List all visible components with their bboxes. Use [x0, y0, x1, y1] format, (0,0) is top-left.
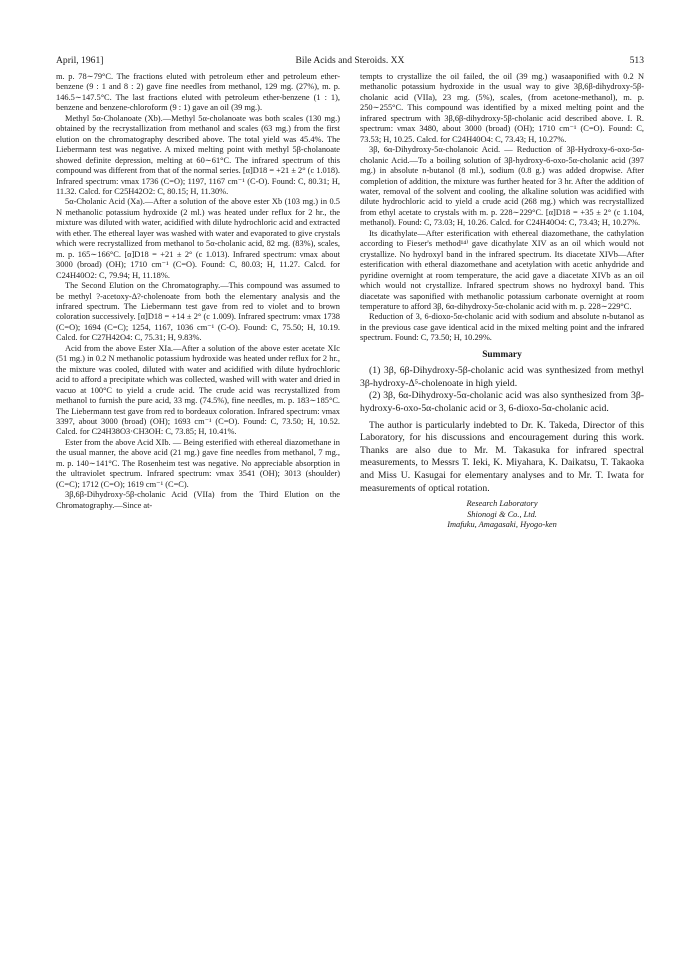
dicathylate-paragraph: Its dicathylate—After esterification with ethereal diazomethane, the cathylation according to Fieser's method¹⁴⁾ gave dicathylate XIV as an oil which would not crystallize. No hydroxyl band in the infrared spectrum. Its diacetate XIVb—After esterification with etheral diazomethane and acetylation with acetic anhydride and pyridine overnight at room temperature, the acid gave a diacetate XIVb as an oil which would not crystallize. Infrared spectrum shows no hydroxyl band. This diacetate was saponified with methanolic potassium carbonate overnight at room temperature to afford 3β, 6α-dihydroxy-5α-cholanic acid with m. p. 228∼229°C.: [360, 228, 644, 311]
acknowledgment: The author is particularly indebted to Dr. K. Takeda, Director of this Laboratory, for his discussions and encouragement during this work. Thanks are also due to Mr. M. Takasuka for infrared spectral measurements, to Messrs T. Ieki, K. Miyahara, K. Daikatsu, T. Takaoka and Miss U. Kasugai for elementary analyses and to Mr. T. Iwata for measurements of optical rotation.: [360, 419, 644, 494]
cholanic-acid-paragraph: 5α-Cholanic Acid (Xa).—After a solution of the above ester Xb (103 mg.) in 0.5 N methanolic potassium hydroxide (2 ml.) was heated under reflux for 2 hr., the mixture was diluted with water, acidified with dilute hydrochloric acid and extracted with ether. The ethereal layer was washed with water and evaporated to give crystals which were recrystallized from methanol to 5α-cholanic acid, 82 mg. (83%), scales, m. p. 165∼166°C. [α]D18 = +21 ± 2° (c 1.013). Infrared spectrum: νmax about 3000 (broad) (OH); 1710 cm⁻¹ (C=O). Found: C, 80.03; H, 11.27. Calcd. for C24H40O2: C, 79.94; H, 11.18%.: [56, 197, 340, 280]
acid-from-ester-paragraph: Acid from the above Ester XIa.—After a solution of the above ester acetate XIc (51 mg.) in 0.2 N methanolic potassium hydroxide was heated under reflux for 2 hr., the mixture was cooled, diluted with water and acidified with dilute hydrochloric acid to afford a precipitate which was collected, washed will with water and dried in vacuo at 100°C to yield a crude acid. The crude acid was recrystallized from methanol to furnish the pure acid, 33 mg. (74.5%), fine needles, m. p. 183∼185°C. The Liebermann test gave from red to bordeaux coloration. Infrared spectrum: νmax 3397, about 3000 (broad) (OH); 1693 cm⁻¹ (C=O). Found: C, 73.50; H, 10.52. Calcd. for C24H38O3·CH3OH: C, 73.85; H, 10.41%.: [56, 343, 340, 437]
right-continuation: tempts to crystallize the oil failed, the oil (39 mg.) wasaaponified with 0.2 N methanolic potassium hydroxide in the usual way to give 3β,6β-dihydroxy-5β-cholanic acid (VIIa), 23 mg. (5%), scales, (from acetone-methanol), m. p. 250∼255°C. This compound was identified by a mixed melting point and the infrared spectrum with 3β,6β-dihydroxy-5β-cholanic acid described above. I. R. spectrum: νmax 3480, about 3000 (broad) (OH); 1710 cm⁻¹ (C=O). Found: C, 73.53; H, 10.25. Calcd. for C24H40O4: C, 73.43; H, 10.27%.: [360, 72, 644, 144]
dihydroxy-cholanic-intro: 3β,6β-Dihydroxy-5β-cholanic Acid (VIIa) from the Third Elution on the Chromatography.—Since at-: [56, 490, 340, 510]
summary-heading: Summary: [482, 349, 522, 360]
reduction-paragraph: Reduction of 3, 6-dioxo-5α-cholanic acid with sodium and absolute n-butanol as in the previous case gave identical acid in the mixed melting point and the infrared spectrum. Found: C, 73.50; H, 10.29%.: [360, 312, 644, 343]
page-number: 513: [629, 55, 644, 66]
summary-item-2: (2) 3β, 6α-Dihydroxy-5α-cholanic acid was also synthesized from 3β-hydroxy-6-oxo-5α-cholanic acid or 3, 6-dioxo-5α-cholanic acid.: [360, 390, 644, 415]
affiliation-company: Shionogi & Co., Ltd.: [467, 509, 537, 519]
dihydroxy-5alpha-paragraph: 3β, 6α-Dihydroxy-5α-cholanoic Acid. — Reduction of 3β-Hydroxy-6-oxo-5α-cholanic Acid.—To a boiling solution of 3β-hydroxy-6-oxo-5α-cholanic acid (397 mg.) in absolute n-butanol (8 ml.), sodium (0.8 g.) was added dropwise. After completion of addition, the mixture was further heated for 3 hr. After the addition of water, removal of the solvent and cooling, the alkaline solution was acidified with dilute hydrochloric acid to yield a crude acid (268 mg.) which was recrystallized from ethyl acetate to crystals with m. p. 228∼229°C. [α]D18 = +35 ± 2° (c 1.104, methanol). Found: C, 73.03; H, 10.26. Calcd. for C24H40O4: C, 73.43; H, 10.27%.: [360, 145, 644, 228]
right-column: [360, 72, 644, 531]
left-column: [56, 72, 340, 511]
running-title: Bile Acids and Steroids. XX: [295, 55, 405, 66]
affiliation-lab: Research Laboratory: [466, 499, 538, 509]
summary-item-1: (1) 3β, 6β-Dihydroxy-5β-cholanic acid was synthesized from methyl 3β-hydroxy-Δ⁵-cholenoate in high yield.: [360, 365, 644, 389]
issue-date: April, 1961]: [56, 55, 104, 66]
methyl-cholanoate-paragraph: Methyl 5α-Cholanoate (Xb).—Methyl 5α-cholanoate was both scales (130 mg.) obtained by the recrystallization from methanol and scales (63 mg.) from the first elution on the chromatography described above. The total yield was 45.4%. The Liebermann test was negative. A mixed melting point with methyl 5β-cholanoate showed definite depression, melting at 60∼61°C. The infrared spectrum of this compound was different from that of the normal series. [α]D18 = +21 ± 2° (c 1.018). Infrared spectrum: νmax 1736 (C=O); 1197, 1167 cm⁻¹ (C-O). Found: C, 80.31; H, 11.32. Calcd. for C25H42O2: C, 80.15; H, 11.30%.: [56, 113, 340, 196]
left-continuation: m. p. 78∼79°C. The fractions eluted with petroleum ether and petroleum ether-benzene (9 : 1 and 8 : 2) gave fine needles from methanol, 129 mg. (27%), m. p. 146.5∼147.5°C. The last fractions eluted with petroleum ether-benzene (1 : 1), benzene and benzene-chloroform (9 : 1) gave an oil (39 mg.).: [56, 72, 340, 113]
second-elution-paragraph: The Second Elution on the Chromatography.—This compound was assumed to be methyl ?-acetoxy-Δ?-cholenoate from both the elementary analysis and the infrared spectrum. The Liebermann test gave from red to violet and to brown coloration successively. [α]D18 = +14 ± 2° (c 1.009). Infrared spectrum: νmax 1738 (C=O); 1694 (C=C); 1254, 1167, 1036 cm⁻¹ (C-O). Found: C, 75.50; H, 10.19. Calcd. for C27H42O4: C, 75.31; H, 9.83%.: [56, 281, 340, 343]
ester-from-acid-paragraph: Ester from the above Acid XIb. — Being esterified with ethereal diazomethane in the usual manner, the above acid (21 mg.) gave fine needles from methanol, 7 mg., m. p. 140∼141°C. The Rosenheim test was negative. No appreciable absorption in the ultraviolet spectrum. Infrared spectrum: νmax 3541 (OH); 3013 (shoulder) (C=C); 1712 (C=O); 1619 cm⁻¹ (C=C).: [56, 437, 340, 489]
running-header: [56, 54, 644, 68]
affiliation-address: Imafuku, Amagasaki, Hyogo-ken: [447, 520, 557, 530]
